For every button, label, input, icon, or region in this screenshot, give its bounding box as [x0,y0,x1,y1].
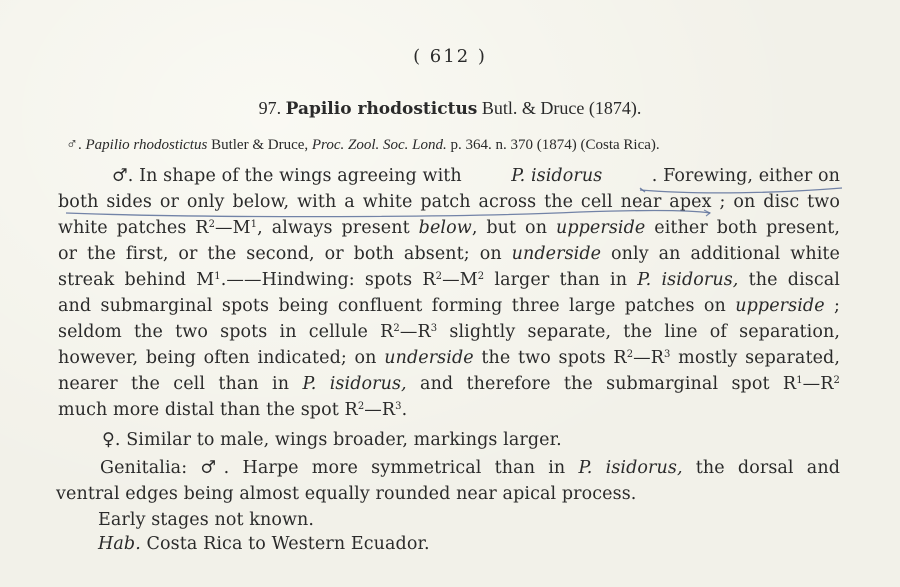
superscript: 2 [393,323,400,334]
superscript: 2 [833,375,841,386]
text-run: and therefore the submarginal spot R [406,374,797,394]
text-run: larger than in [484,270,638,290]
text-run: or the first, or the second, or both absent; on [58,244,512,264]
superscript: 1 [214,271,221,282]
text-run: either both present, [645,218,840,238]
citation-reference: p. 364. n. 370 (1874) (Costa Rica). [450,137,660,153]
early-stages: Early stages not known. [98,510,315,530]
text-run: —M [215,218,251,238]
description-line-4 [58,244,840,264]
text-run: much more distal than the spot R [58,400,358,420]
taxon-name: P. isidorus [511,166,603,186]
text-run: —R [399,322,431,342]
male-symbol-icon: ♂ [66,136,78,153]
citation-line: ♂. Papilio rhodostictus Butler & Druce, Proc. Zool. Soc. Lond. p. 364. n. 370 (1874) (Costa Rica). [66,136,660,153]
species-authority: Butl. & Druce (1874). [481,98,642,118]
species-heading [0,98,900,119]
emphasis: upperside [735,296,825,316]
emphasis: underside [384,348,474,368]
superscript: 2 [208,219,216,230]
text-run: however, being often indicated; on [58,348,385,368]
superscript: 1 [796,375,803,386]
habitat-label: Hab. [98,534,141,554]
text-run: . [401,400,408,420]
page-number: ( 612 ) [413,46,487,67]
text-run: the two spots R [473,348,627,368]
description-line-5 [58,270,840,290]
text-run: .——Hindwing: spots R [220,270,436,290]
description-line-3 [58,218,840,238]
text-run: slightly separate, the line of separation, [437,322,840,342]
text-run: and submarginal spots being confluent forming three large patches on [58,296,736,316]
description-line-1 [112,166,840,186]
superscript: 3 [430,323,438,334]
text-run: Genitalia: ♂. Harpe more symmetrical than in [100,458,579,478]
description-line-9 [58,374,840,394]
text-run: mostly separated, [670,348,840,368]
text-run: —R [802,374,834,394]
description-line-10 [58,400,407,420]
text-run: —M [442,270,478,290]
superscript: 1 [250,219,258,230]
text-run: , but on [471,218,556,238]
description-line-8 [58,348,840,368]
habitat-line [98,534,430,554]
text-run: seldom the two spots in cellule R [58,322,394,342]
emphasis: below [418,218,472,238]
citation-author: Butler & Druce, [211,137,309,153]
taxon-name: P. isidorus, [302,374,407,394]
description-line-6 [58,296,840,316]
text-run: the discal [738,270,840,290]
text-run: nearer the cell than in [58,374,303,394]
description-line-2: both sides or only below, with a white patch across the cell near apex ; on disc two [58,192,840,212]
citation-name: Papilio rhodostictus [85,137,208,153]
genitalia-line-1 [100,458,840,478]
emphasis: underside [511,244,602,264]
emphasis: upperside [555,218,646,238]
superscript: 2 [626,349,634,360]
superscript: 3 [395,401,402,412]
citation-journal: Proc. Zool. Soc. Lond. [311,137,447,153]
text-run: streak behind M [58,270,215,290]
text-run: the dorsal and [682,458,840,478]
species-number: 97. [258,98,282,118]
taxon-name: P. isidorus, [637,270,739,290]
text-run: , always present [257,218,419,238]
superscript: 2 [435,271,443,282]
superscript: 2 [357,401,365,412]
text-run: —R [633,348,665,368]
species-name: Papilio rhodostictus [285,99,478,119]
text-run: —R [364,400,396,420]
text-run: ; [824,296,840,316]
text-run: white patches R [58,218,209,238]
text-run: . Forewing, either on [651,166,840,186]
superscript: 3 [664,349,671,360]
text-run: only an additional white [601,244,840,264]
superscript: 2 [477,271,485,282]
text-run: ♂. In shape of the wings agreeing with [112,166,462,186]
taxon-name: P. isidorus, [578,458,683,478]
female-paragraph: ♀. Similar to male, wings broader, markings larger. [102,430,562,450]
description-line-7 [58,322,840,342]
habitat-text: Costa Rica to Western Ecuador. [140,534,430,554]
genitalia-line-2: ventral edges being almost equally rounded near apical process. [56,484,637,504]
